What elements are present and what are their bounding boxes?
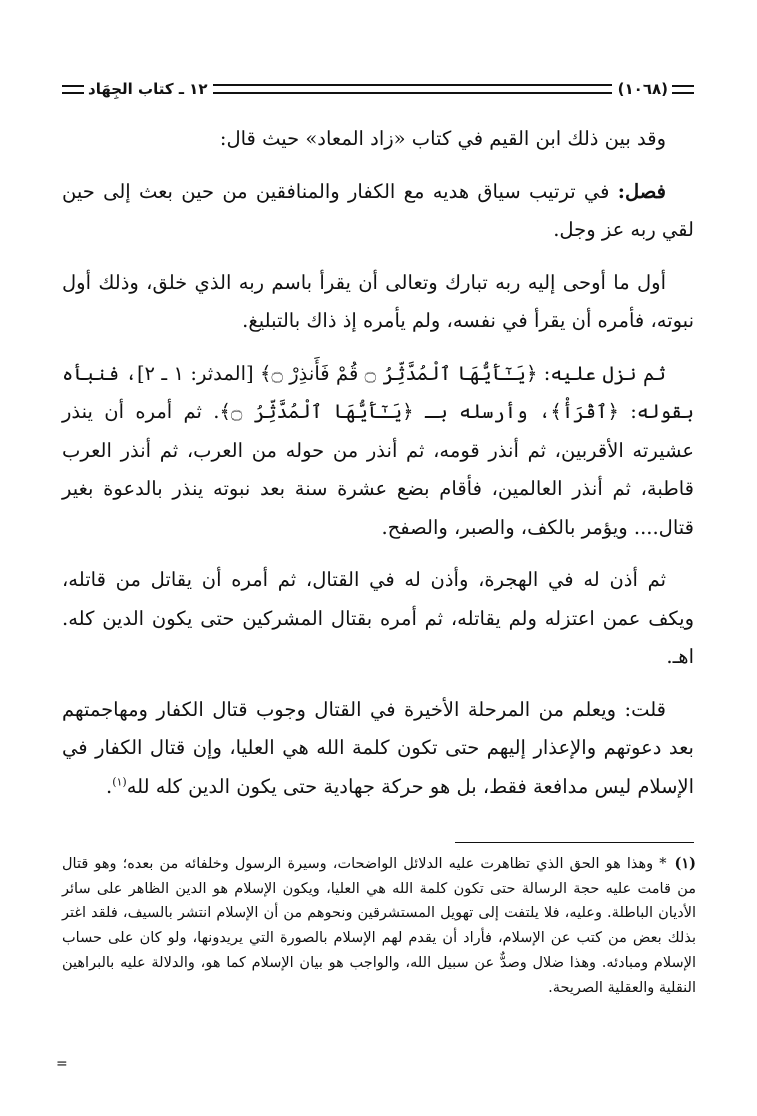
footnote	[62, 852, 696, 1000]
header-end-bar	[62, 85, 84, 94]
header-rule	[213, 84, 611, 94]
paragraph-revelation: أول ما أوحى إليه ربه تبارك وتعالى أن يقرأ باسم ربه الذي خلق، وذلك أول نبوته، فأمره أن يقرأ في نفسه، ولم يأمره إذ ذاك بالتبليغ.	[62, 270, 694, 332]
paragraph-intro: وقد بين ذلك ابن القيم في كتاب «زاد المعاد» حيث قال:	[219, 127, 666, 150]
page-number: (١٠٦٨)	[617, 80, 668, 98]
paragraph-warning: ثم نزل عليه: ﴿يَـٰٓأَيُّهَا ٱلْمُدَّثِّرُ ۝ قُمْ فَأَنذِرْ ۝﴾ [المدثر: ١ ـ ٢]، فنبأه بقوله: ﴿ٱقْرَأْ﴾، وأرسله بـ ﴿يَـٰٓأَيُّهَا ٱلْمُدَّثِّرُ ۝﴾. ثم أمره أن ينذر عشيرته الأقربين، ثم أنذر قومه، ثم أنذر من حوله من العرب، ثم أنذر العرب قاطبة، ثم أنذر العالمين، فأقام بضع عشرة سنة بعد نبوته ينذر بالدعوة بغير قتال.... ويؤمر بالكف، والصبر، والصفح.	[62, 361, 694, 539]
chapter-title: ١٢ ـ كتاب الجِهَاد	[88, 80, 208, 98]
paragraph-conclusion	[62, 691, 694, 807]
footnote-continuation-mark: =	[56, 1056, 68, 1072]
footnote-text: * وهذا هو الحق الذي تظاهرت عليه الدلائل الواضحات، وسيرة الرسول وخلفائه من بعده؛ وهو قتال من قامت عليه حجة الرسالة حتى تكون كلمة الله هي العليا، ويكون الإسلام هو الدين الظاهر على سائر الأديان الباطلة. وعليه، فلا يلتفت إلى تهويل المستشرقين ونحوهم من أن الإسلام انتشر بالسيف، فلقد اغتر بذلك بعض من كتب عن الإسلام، فأراد أن يقدم لهم الإسلام بالصورة التي يريدونها، ولو كان على حساب الإسلام ومبادئه. وهذا ضلال وصدٌّ عن سبيل الله، والواجب هو بيان الإسلام كما هو، والدلالة عليه بالبراهين النقلية والعقلية الصريحة.	[62, 856, 696, 996]
conclusion-end: .	[106, 774, 113, 798]
header-end-bar	[672, 85, 694, 94]
paragraph-fasl	[62, 173, 694, 250]
footnote-separator	[455, 842, 694, 843]
footnote-ref: (١)	[112, 775, 127, 788]
section-text: في ترتيب سياق هديه مع الكفار والمنافقين من حين بعث إلى حين لقي ربه عز وجل.	[62, 179, 694, 241]
paragraph-hijra: ثم أذن له في الهجرة، وأذن له في القتال، ثم أمره أن يقاتل من قاتله، ويكف عمن اعتزله ولم يقاتله، ثم أمره بقتال المشركين حتى يكون الدين كله. اهـ.	[62, 568, 694, 668]
section-label: فصل:	[617, 179, 666, 203]
main-text	[62, 120, 694, 820]
conclusion-text: قلت: ويعلم من المرحلة الأخيرة في القتال وجوب قتال الكفار ومهاجمتهم بعد دعوتهم والإعذار إليهم حتى تكون كلمة الله هي العليا، وإن قتال الكفار في الإسلام ليس مدافعة فقط، بل هو حركة جهادية حتى يكون الدين كله لله	[62, 697, 694, 798]
footnote-number: (١)	[674, 855, 696, 872]
running-header	[62, 74, 694, 104]
